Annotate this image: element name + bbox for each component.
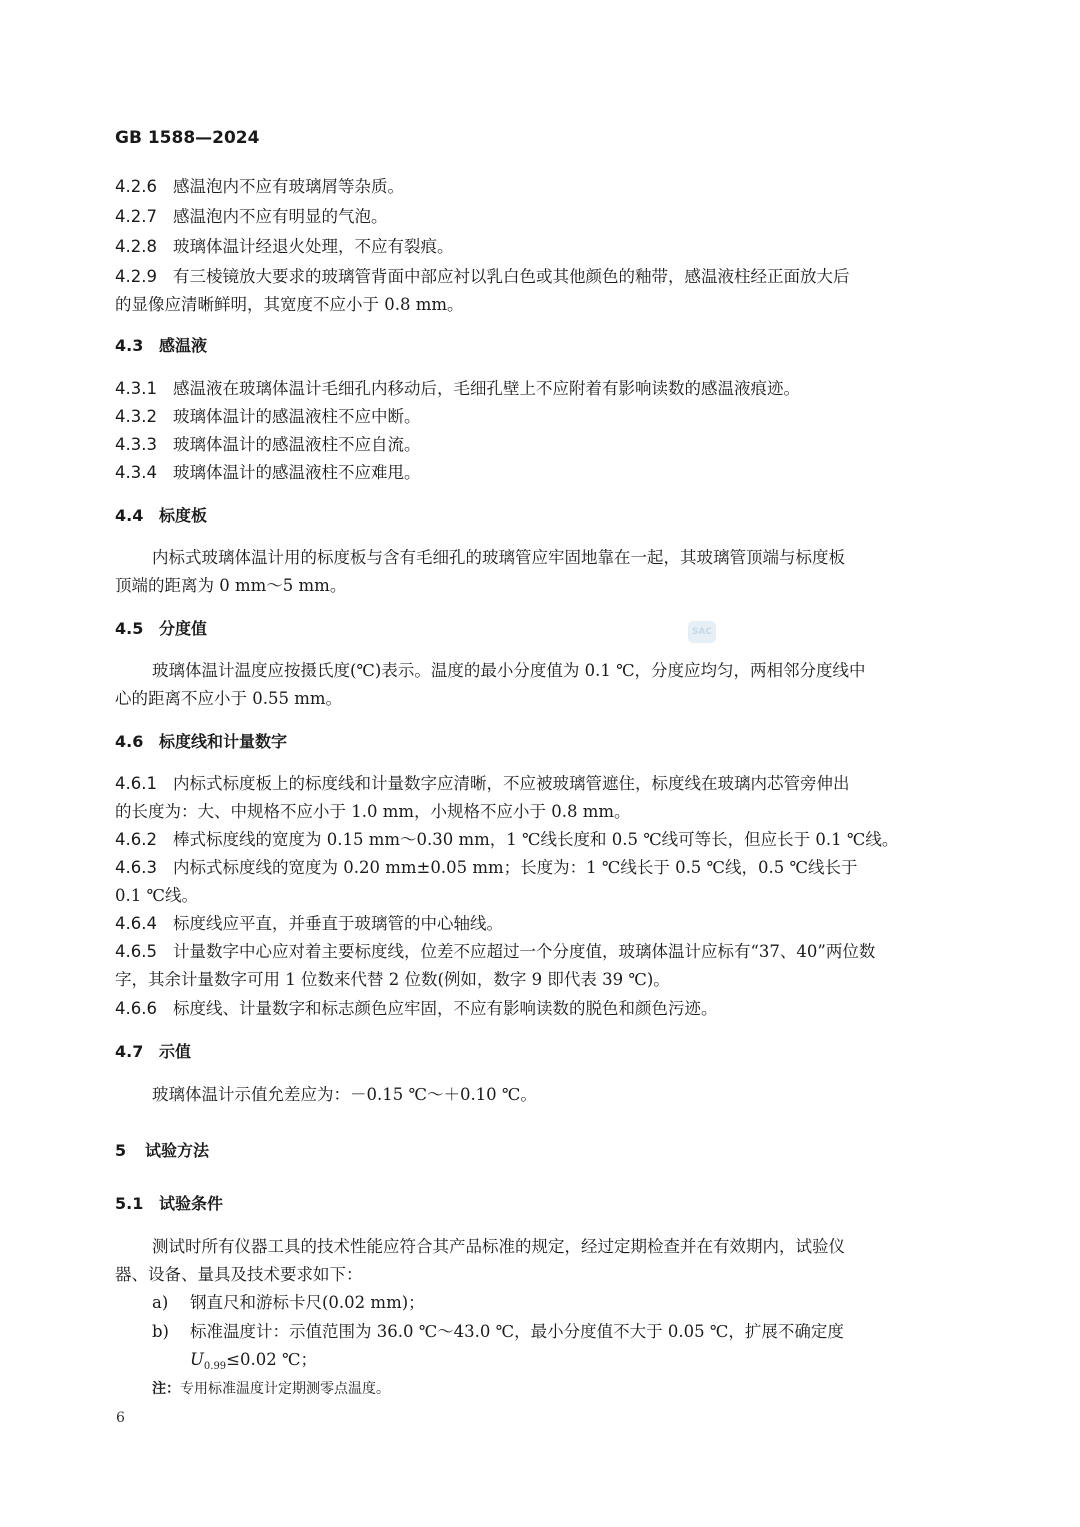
section-heading-4-7: 4.7 示值 [115,1042,192,1061]
list-item-a: a) 钢直尺和游标卡尺(0.02 mm)； [152,1293,425,1312]
clause-4-2-9-cont: 的显像应清晰鲜明，其宽度不应小于 0.8 mm。 [115,295,464,314]
clause-4-3-4: 4.3.4 玻璃体温计的感温液柱不应难甩。 [115,463,421,482]
clause-4-6-4: 4.6.4 标度线应平直，并垂直于玻璃管的中心轴线。 [115,914,503,933]
clause-4-6-1: 4.6.1 内标式标度板上的标度线和计量数字应清晰，不应被玻璃管遮住，标度线在玻璃内芯管旁伸出 [115,774,850,793]
clause-4-6-2: 4.6.2 棒式标度线的宽度为 0.15 mm～0.30 mm，1 ℃线长度和 0.5 ℃线可等长，但应长于 0.1 ℃线。 [115,830,899,849]
list-item-b-cont: $U_{0.99}\le 0.02$ ℃； [190,1350,317,1372]
para-4-7: 玻璃体温计示值允差应为：－0.15 ℃～＋0.10 ℃。 [152,1085,537,1104]
section-heading-4-5: 4.5 分度值 [115,619,208,638]
clause-4-3-3: 4.3.3 玻璃体温计的感温液柱不应自流。 [115,435,421,454]
para-4-5-line2: 心的距离不应小于 0.55 mm。 [115,689,343,708]
sac-watermark-logo: SAC [688,621,716,643]
section-heading-4-6: 4.6 标度线和计量数字 [115,732,288,751]
clause-4-2-6: 4.2.6 感温泡内不应有玻璃屑等杂质。 [115,177,404,196]
para-4-5-line1: 玻璃体温计温度应按摄氏度(℃)表示。温度的最小分度值为 0.1 ℃，分度应均匀，两相邻分度线中 [152,661,866,680]
clause-4-6-3: 4.6.3 内标式标度线的宽度为 0.20 mm±0.05 mm；长度为：1 ℃线长于 0.5 ℃线，0.5 ℃线长于 [115,858,858,877]
para-5-1-line1: 测试时所有仪器工具的技术性能应符合其产品标准的规定，经过定期检查并在有效期内，试验仪 [152,1237,845,1256]
clause-4-6-3-cont: 0.1 ℃线。 [115,886,198,905]
clause-4-3-2: 4.3.2 玻璃体温计的感温液柱不应中断。 [115,407,421,426]
page-number: 6 [116,1410,125,1426]
note: 注：专用标准温度计定期测零点温度。 [152,1381,390,1397]
para-4-4-line1: 内标式玻璃体温计用的标度板与含有毛细孔的玻璃管应牢固地靠在一起，其玻璃管顶端与标度板 [152,548,845,567]
section-heading-4-4: 4.4 标度板 [115,506,208,525]
list-item-b: b) 标准温度计：示值范围为 36.0 ℃～43.0 ℃，最小分度值不大于 0.05 ℃，扩展不确定度 [152,1322,844,1341]
section-heading-5: 5 试验方法 [115,1141,210,1160]
clause-4-3-1: 4.3.1 感温液在玻璃体温计毛细孔内移动后，毛细孔壁上不应附着有影响读数的感温液痕迹。 [115,379,800,398]
clause-4-6-6: 4.6.6 标度线、计量数字和标志颜色应牢固，不应有影响读数的脱色和颜色污迹。 [115,999,718,1018]
clause-4-6-5: 4.6.5 计量数字中心应对着主要标度线，位差不应超过一个分度值，玻璃体温计应标有“37、40”两位数 [115,942,876,961]
para-5-1-line2: 器、设备、量具及技术要求如下： [115,1265,363,1284]
clause-4-6-1-cont: 的长度为：大、中规格不应小于 1.0 mm，小规格不应小于 0.8 mm。 [115,802,631,821]
clause-4-2-8: 4.2.8 玻璃体温计经退火处理，不应有裂痕。 [115,237,454,256]
clause-4-6-5-cont: 字，其余计量数字可用 1 位数来代替 2 位数(例如，数字 9 即代表 39 ℃)。 [115,970,670,989]
section-heading-5-1: 5.1 试验条件 [115,1194,224,1213]
para-4-4-line2: 顶端的距离为 0 mm～5 mm。 [115,576,347,595]
clause-4-2-9: 4.2.9 有三棱镜放大要求的玻璃管背面中部应衬以乳白色或其他颜色的釉带，感温液柱经正面放大后 [115,267,850,286]
clause-4-2-7: 4.2.7 感温泡内不应有明显的气泡。 [115,207,388,226]
section-heading-4-3: 4.3 感温液 [115,336,208,355]
standard-code-header: GB 1588—2024 [115,128,260,148]
